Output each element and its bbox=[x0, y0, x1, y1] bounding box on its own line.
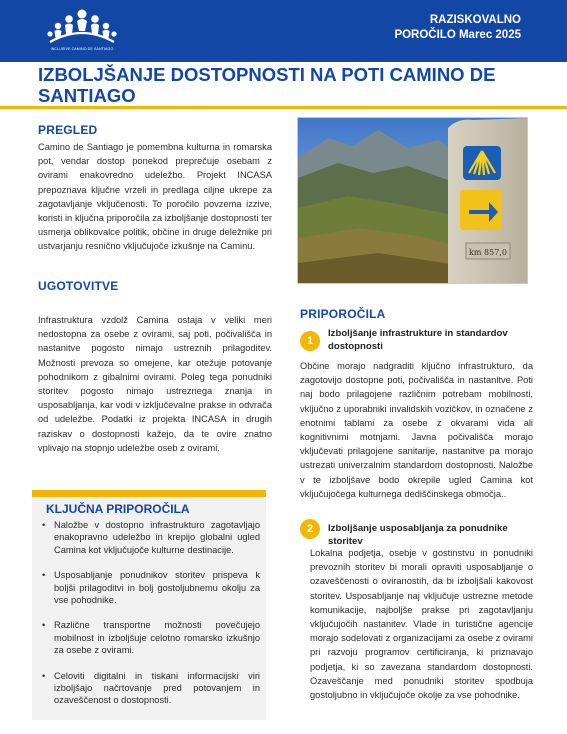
recommendations-heading: PRIPOROČILA bbox=[300, 307, 386, 321]
header-bar bbox=[0, 0, 567, 62]
recommendation-text-1: Občine morajo nadgraditi ključno infrastrukturo, da zagotovijo dostopne poti, počivališča in nastanitve. Poti naj bodo prilagojene različnim potrebam mobilnosti, vključno z uporabniki invalidskih vozičkov, in označene z enotnimi tablami za osebe z okvarami vida ali kognitivnimi motnjami. Javna počivališča morajo vključevati prilagojene sanitarije, nastanitve pa morajo ustrezati univerzalnim standardom dostopnosti. Naložbe v te izboljšave bodo okrepile ugled Camina kot vključujočega kulturnega dediščinskega območja.. bbox=[300, 361, 533, 499]
inclusive-camino-logo bbox=[42, 4, 122, 56]
recommendation-number-2: 2 bbox=[300, 519, 320, 539]
logo-figures-icon bbox=[42, 4, 122, 48]
report-label: RAZISKOVALNO bbox=[429, 14, 521, 26]
marker-plate-text: km 857,0 bbox=[469, 248, 507, 257]
key-recommendation-item: • Različne transportne možnosti povečujejo mobilnost in izboljšuje celotno romarsko izkušnjo za osebe z ovirami. bbox=[38, 619, 260, 656]
recommendation-text-2: Lokalna podjetja, osebje v gostinstvu in ponudniki prevoznih storitev bi morali opraviti usposabljanje o ozaveščenosti o oviranostih, da bi izboljšali kakovost storitev. Usposabljanje naj vključuje ustrezne metode komunikacije, najboljše prakse pri zagotavljanju vključujočih nastanitev. Vlade in turistične agencije morajo sodelovati z organizacijami za osebe z ovirami pri razvoju programov certificiranja, ki priznavajo podjetja, ki so zavezana standardom dostopnosti. Ozaveščanje med ponudniki storitev spodbuja gostoljubno in vključujoče okolje za vse pohodnike. bbox=[310, 548, 533, 701]
key-recommendations-heading: KLJUČNA PRIPOROČILA bbox=[46, 502, 190, 516]
key-recommendations-box bbox=[32, 490, 266, 720]
key-recommendations-list bbox=[38, 519, 260, 720]
findings-text: Infrastruktura vzdolž Camina ostaja v veliki meri nedostopna za osebe z ovirami, saj poti, počivališča in nastanitve pogosto nimajo ustreznih prilagoditev. Možnosti prevoza so omejene, kar otežuje potovanje pohodnikom z gibalnimi ovirami. Poleg tega ponudniki storitev pogosto nimajo ustreznega znanja in usposabljanja, kar vodi v izključevalne prakse in odvrača od udeležbe. Podatki iz projekta INCASA in drugih raziskav o dostopnosti kažejo, da te ovire znatno vplivajo na stopnjo udeležbe oseb z ovirami. bbox=[38, 315, 272, 453]
key-recommendation-item: • Naložbe v dostopno infrastrukturo zagotavljajo enakopravno udeležbo in krepijo globalni ugled Camina kot vključujoče kulturne destinacije. bbox=[38, 519, 260, 556]
camino-waymarker-photo bbox=[297, 117, 528, 284]
title-divider bbox=[0, 106, 567, 109]
report-date: POROČILO Marec 2025 bbox=[394, 29, 521, 41]
findings-heading: UGOTOVITVE bbox=[38, 279, 119, 293]
overview-text: Camino de Santiago je pomembna kulturna in romarska pot, vendar dostop ponekod preprečuje osebam z ovirami enakovredno udeležbo. Projekt INCASA prepoznava ključne vrzeli in predlaga ciljne ukrepe za zagotavljanje vključenosti. To poročilo povzema izzive, koristi in ključna priporočila za izboljšanje dostopnosti ter usmerja oblikovalce politik, občine in druge deležnike pri ustvarjanju resnično vključujoče izkušnje na Caminu. bbox=[38, 142, 272, 252]
recommendation-title-2: Izboljšanje usposabljanja za ponudnike storitev bbox=[328, 523, 508, 547]
recommendation-title-1: Izboljšanje infrastrukture in standardov dostopnosti bbox=[328, 328, 508, 352]
logo-caption: INCLUSIVE CAMINO DE SANTIAGO bbox=[50, 47, 114, 51]
page-title: IZBOLJŠANJE DOSTOPNOSTI NA POTI CAMINO DE SANTIAGO bbox=[38, 64, 496, 106]
key-recommendation-item: • Usposabljanje ponudnikov storitev prispeva k boljši prilagoditvi in bolj gostoljubnemu okolju za vse pohodnike. bbox=[38, 569, 260, 606]
overview-heading: PREGLED bbox=[38, 123, 98, 137]
recommendation-number-1: 1 bbox=[300, 331, 320, 351]
key-recommendation-item: • Celoviti digitalni in tiskani informacijski viri izboljšajo načrtovanje pred potovanjem in ozaveščenost o dostopnosti. bbox=[38, 670, 260, 707]
